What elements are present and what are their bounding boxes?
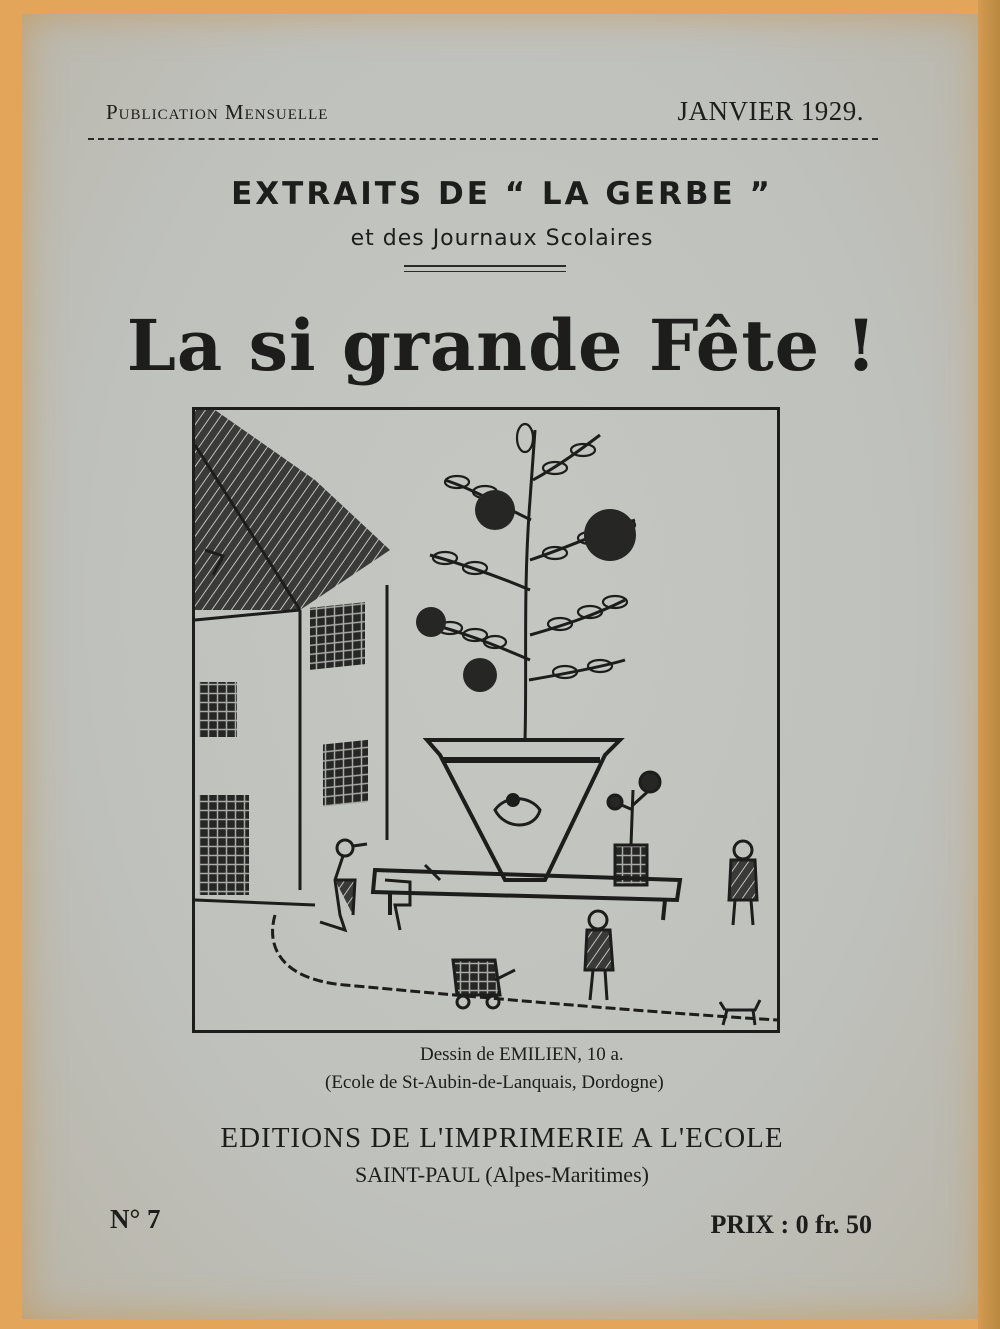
walking-child: [585, 911, 613, 1000]
illustration-school: (Ecole de St-Aubin-de-Lanquais, Dordogne): [325, 1072, 664, 1093]
header-rule: [88, 138, 878, 140]
publisher-city: SAINT-PAUL (Alpes-Maritimes): [355, 1162, 649, 1187]
house-door: [199, 795, 249, 895]
house-roof: [195, 410, 390, 610]
house-window: [199, 682, 237, 737]
house-window: [310, 602, 365, 670]
ground-line: [195, 900, 315, 905]
price: PRIX : 0 fr. 50: [710, 1210, 872, 1239]
booklet-cover: [22, 14, 982, 1319]
bird-figure: [320, 840, 367, 930]
child-figure: [385, 865, 440, 930]
person-right: [729, 841, 757, 925]
publisher-name: EDITIONS DE L'IMPRIMERIE A L'ECOLE: [220, 1122, 784, 1154]
divider-rule-thin: [404, 271, 566, 272]
page-edge: [978, 0, 1000, 1329]
child-drawing: [192, 407, 780, 1033]
pram: [453, 960, 515, 1008]
series-title: EXTRAITS DE “ LA GERBE ”: [231, 176, 773, 212]
issue-number: N° 7: [110, 1204, 161, 1234]
issue-date: JANVIER 1929.: [677, 96, 864, 126]
main-title: La si grande Fête !: [126, 304, 878, 387]
publication-frequency: Publication Mensuelle: [106, 100, 329, 124]
house-window: [323, 740, 368, 807]
series-subtitle: et des Journaux Scolaires: [350, 226, 654, 251]
flower-pot: [427, 740, 620, 880]
small-pot: [608, 772, 660, 885]
ground-path: [273, 915, 777, 1020]
illustration-credit: Dessin de EMILIEN, 10 a.: [420, 1044, 624, 1065]
dog: [720, 1000, 760, 1025]
divider-rule: [404, 265, 566, 267]
